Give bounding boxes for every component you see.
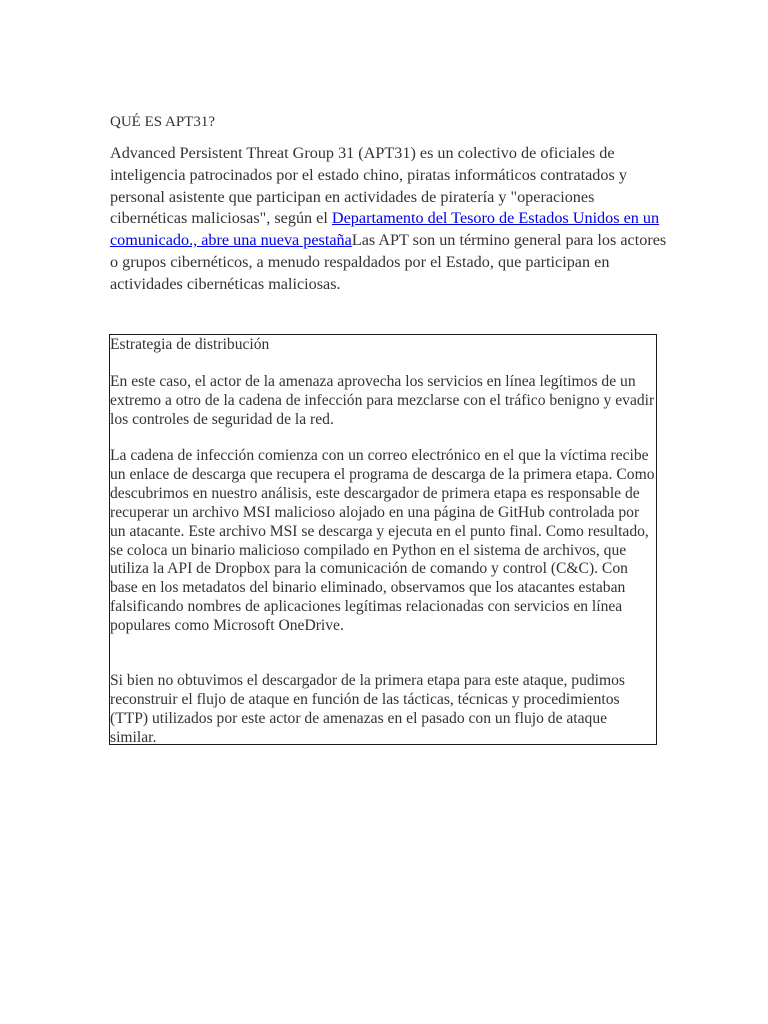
- distribution-strategy-box: [109, 334, 657, 745]
- box-paragraph-1: En este caso, el actor de la amenaza aprovecha los servicios en línea legítimos de un extremo a otro de la cadena de infección para mezclarse con el tráfico benigno y evadir los controles de seguridad de la red.: [110, 373, 655, 428]
- intro-text-before-link: Advanced Persistent Threat Group 31 (APT31) es un colectivo de oficiales de inteligencia patrocinados por el estado chino, piratas informáticos contratados y personal asistente que participan en actividades de piratería y "operaciones cibernéticas maliciosas", según el: [110, 144, 627, 228]
- intro-text-after-link: Las APT son un término general para los actores o grupos cibernéticos, a menudo respaldados por el Estado, que participan en actividades cibernéticas maliciosas.: [110, 231, 667, 293]
- box-heading: Estrategia de distribución: [110, 336, 270, 353]
- box-paragraph-2: La cadena de infección comienza con un correo electrónico en el que la víctima recibe un enlace de descarga que recupera el programa de descarga de la primera etapa. Como descubrimos en nuestro análisis, este descargador de primera etapa es responsable de recuperar un archivo MSI malicioso alojado en una página de GitHub controlada por un atacante. Este archivo MSI se descarga y ejecuta en el punto final. Como resultado, se coloca un binario malicioso compilado en Python en el sistema de archivos, que utiliza la API de Dropbox para la comunicación de comando y control (C&C). Con base en los metadatos del binario eliminado, observamos que los atacantes estaban falsificando nombres de aplicaciones legítimas relacionadas con servicios en línea populares como Microsoft OneDrive.: [110, 447, 655, 635]
- treasury-department-link[interactable]: Departamento del Tesoro de Estados Unidos en un comunicado., abre una nueva pestaña: [110, 209, 660, 250]
- intro-paragraph: [110, 143, 670, 296]
- box-paragraph-3: Si bien no obtuvimos el descargador de la primera etapa para este ataque, pudimos reconstruir el flujo de ataque en función de las tácticas, técnicas y procedimientos (TTP) utilizados por este actor de amenazas en el pasado con un flujo de ataque similar.: [110, 672, 626, 746]
- document-title: QUÉ ES APT31?: [110, 114, 215, 130]
